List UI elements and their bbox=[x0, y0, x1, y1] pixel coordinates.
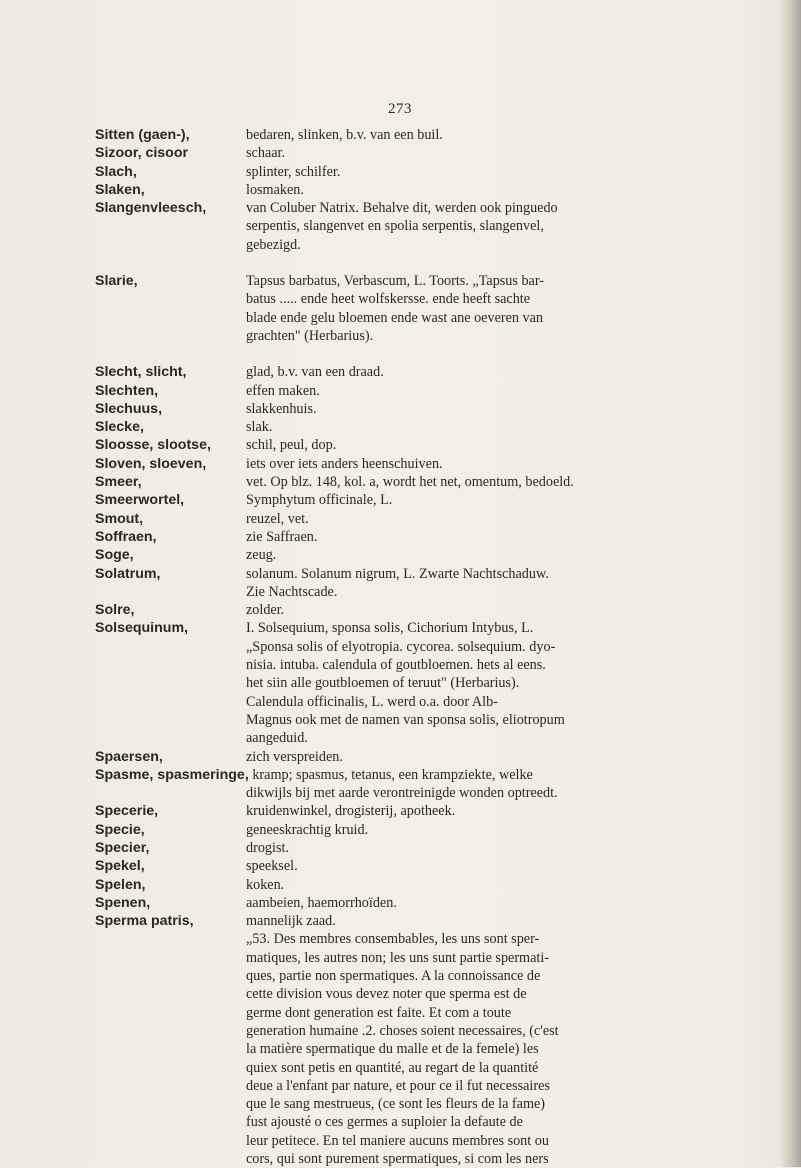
glossary-entry bbox=[95, 821, 735, 839]
entry-definition bbox=[246, 528, 735, 546]
entry-headword: Sperma patris, bbox=[95, 913, 194, 930]
entry-definition-line: solanum. Solanum nigrum, L. Zwarte Nachtschaduw. bbox=[246, 565, 549, 582]
entry-definition-line: „Sponsa solis of elyotropia. cycorea. solsequium. dyo- bbox=[246, 638, 556, 655]
entry-definition-line: zeug. bbox=[246, 547, 277, 564]
glossary-entry bbox=[95, 766, 735, 803]
glossary-entry bbox=[95, 126, 735, 144]
entry-definition-line: schaar. bbox=[246, 145, 285, 162]
glossary-entry bbox=[95, 455, 735, 473]
entry-definition-line: reuzel, vet. bbox=[246, 510, 309, 527]
entry-headword: Spelen, bbox=[95, 876, 146, 893]
glossary-entry bbox=[95, 163, 735, 181]
entry-definition-line: slakkenhuis. bbox=[246, 400, 317, 417]
entry-definition-line: bedaren, slinken, b.v. van een buil. bbox=[246, 127, 443, 143]
entry-definition bbox=[246, 382, 735, 400]
glossary-entry bbox=[95, 894, 735, 912]
entry-definition bbox=[246, 748, 735, 766]
entry-headword: Slangenvleesch, bbox=[95, 200, 207, 217]
entry-definition-line: „53. Des membres consembables, les uns sont sper- bbox=[246, 931, 540, 948]
entry-definition-line: ques, partie non spermatiques. A la connoissance de bbox=[246, 968, 541, 985]
entry-definition bbox=[246, 418, 735, 436]
entry-headword: Solatrum, bbox=[95, 565, 161, 582]
entry-definition-line: Tapsus barbatus, Verbascum, L. Toorts. „Tapsus bar- bbox=[246, 273, 545, 290]
entry-definition-line: cette division vous devez noter que sperma est de bbox=[246, 986, 527, 1003]
entry-definition-line: Magnus ook met de namen van sponsa solis, eliotropum bbox=[246, 711, 565, 728]
entry-definition-line: mannelijk zaad. bbox=[246, 913, 336, 930]
page-gutter-shadow bbox=[779, 0, 801, 1167]
glossary-entry bbox=[95, 473, 735, 491]
entry-headword: Smeerwortel, bbox=[95, 492, 185, 509]
entry-definition bbox=[246, 839, 735, 857]
entry-headword: Smeer, bbox=[95, 474, 142, 491]
entry-definition bbox=[246, 546, 735, 564]
entry-headword: Slarie, bbox=[95, 273, 138, 290]
entry-definition bbox=[246, 272, 735, 345]
entry-headword: Solsequinum, bbox=[95, 620, 189, 637]
entry-definition-line: matiques, les autres non; les uns sunt partie spermati- bbox=[246, 949, 549, 966]
entry-definition-line: germe dont generation est faite. Et com a toute bbox=[246, 1004, 512, 1021]
entry-headword: Smout, bbox=[95, 510, 144, 527]
entry-definition-line: slak. bbox=[246, 419, 273, 436]
entry-definition-line: iets over iets anders heenschuiven. bbox=[246, 455, 443, 472]
page-number: 273 bbox=[388, 101, 412, 117]
entry-headword: Slechuus, bbox=[95, 400, 163, 417]
glossary-entry bbox=[95, 565, 735, 602]
entry-definition-line: gebezigd. bbox=[246, 236, 301, 253]
entry-headword: Specerie, bbox=[95, 803, 159, 820]
entry-headword: Specie, bbox=[95, 821, 145, 838]
entry-definition-line: fust ajousté o ces germes a suploier la defaute de bbox=[246, 1114, 523, 1131]
glossary-entry bbox=[95, 181, 735, 199]
entry-headword: Solre, bbox=[95, 602, 135, 619]
entry-headword: Specier, bbox=[95, 839, 150, 856]
entry-headword: Slach, bbox=[95, 163, 137, 180]
glossary-entry bbox=[95, 619, 735, 747]
entry-headword: Sloven, sloeven, bbox=[95, 455, 207, 472]
entry-definition bbox=[246, 181, 735, 199]
entry-definition-line: glad, b.v. van een draad. bbox=[246, 364, 384, 381]
glossary-entry bbox=[95, 436, 735, 454]
glossary-entry bbox=[95, 748, 735, 766]
glossary-entry bbox=[95, 839, 735, 857]
entry-definition-line: I. Solsequium, sponsa solis, Cichorium Intybus, L. bbox=[246, 620, 534, 637]
entry-definition bbox=[246, 565, 735, 602]
entry-definition-line: aambeien, haemorrhoïden. bbox=[246, 894, 397, 911]
glossary-entry bbox=[95, 491, 735, 509]
entry-headword: Slecke, bbox=[95, 419, 144, 436]
entry-definition-line: batus ..... ende heet wolfskersse. ende heeft sachte bbox=[246, 291, 531, 308]
glossary-entry bbox=[95, 382, 735, 400]
entry-definition bbox=[246, 619, 735, 747]
glossary-entry bbox=[95, 418, 735, 436]
entry-definition bbox=[246, 491, 735, 509]
entry-definition-line: generation humaine .2. choses soient necessaires, (c'est bbox=[246, 1022, 559, 1039]
glossary-entry bbox=[95, 876, 735, 894]
entry-definition bbox=[246, 821, 735, 839]
entry-definition bbox=[246, 601, 735, 619]
entry-definition bbox=[246, 436, 735, 454]
entry-definition-line: splinter, schilfer. bbox=[246, 163, 341, 180]
entry-definition-line: kruidenwinkel, drogisterij, apotheek. bbox=[246, 803, 456, 820]
entry-headword: Sloosse, slootse, bbox=[95, 437, 211, 454]
glossary-entry bbox=[95, 802, 735, 820]
glossary-entry bbox=[95, 601, 735, 619]
entry-definition bbox=[246, 912, 735, 1168]
entry-headword: Spaersen, bbox=[95, 748, 163, 765]
entry-definition-line: kramp; spasmus, tetanus, een krampziekte, welke bbox=[252, 766, 533, 783]
entry-definition-line: losmaken. bbox=[246, 181, 304, 198]
glossary-entry bbox=[95, 144, 735, 162]
entry-definition bbox=[246, 126, 735, 144]
glossary-entry bbox=[95, 528, 735, 546]
entry-definition-line: deue a l'enfant par nature, et pour ce il fut necessaires bbox=[246, 1077, 550, 1094]
entry-definition-line: drogist. bbox=[246, 839, 289, 856]
entry-definition-line: quiex sont petis en quantité, au regart de la quantité bbox=[246, 1059, 539, 1076]
entry-definition bbox=[246, 455, 735, 473]
entry-headword: Sitten (gaen-), bbox=[95, 127, 190, 143]
entry-definition-line: blade ende gelu bloemen ende wast ane oeveren van bbox=[246, 309, 544, 326]
entry-definition-line: aangeduid. bbox=[246, 730, 308, 747]
entry-headword: Spenen, bbox=[95, 894, 151, 911]
entry-definition bbox=[246, 400, 735, 418]
entry-definition-line: la matière spermatique du malle et de la femele) les bbox=[246, 1041, 539, 1058]
entry-definition-line: Symphytum officinale, L. bbox=[246, 492, 393, 509]
entry-definition-line: serpentis, slangenvet en spolia serpentis, slangenvel, bbox=[246, 218, 544, 235]
entry-definition-line: koken. bbox=[246, 876, 285, 893]
entry-definition-line: nisia. intuba. calendula of goutbloemen. hets al eens. bbox=[246, 657, 546, 674]
entry-definition bbox=[246, 363, 735, 381]
entry-definition-line: dikwijls bij met aarde verontreinigde wonden optreedt. bbox=[246, 785, 558, 802]
entry-definition-line: vet. Op blz. 148, kol. a, wordt het net, omentum, bedoeld. bbox=[246, 474, 574, 491]
entry-definition-line: zich verspreiden. bbox=[246, 748, 343, 765]
entry-definition-line: van Coluber Natrix. Behalve dit, werden ook pinguedo bbox=[246, 200, 558, 217]
glossary-entry bbox=[95, 912, 735, 1168]
entry-definition-line: Calendula officinalis, L. werd o.a. door Alb- bbox=[246, 693, 498, 710]
entry-definition bbox=[246, 802, 735, 820]
glossary-entry bbox=[95, 857, 735, 875]
entry-headword: Sizoor, cisoor bbox=[95, 145, 189, 162]
entry-headword: Spasme, spasmeringe, bbox=[95, 766, 249, 783]
glossary-entry bbox=[95, 400, 735, 418]
entry-definition-line: schil, peul, dop. bbox=[246, 437, 337, 454]
entry-headword: Soffraen, bbox=[95, 528, 157, 545]
entry-definition bbox=[246, 510, 735, 528]
glossary-entry bbox=[95, 199, 735, 254]
entry-headword: Slecht, slicht, bbox=[95, 364, 187, 381]
entry-definition bbox=[246, 876, 735, 894]
entry-definition-line: grachten" (Herbarius). bbox=[246, 327, 374, 344]
entry-definition-line: speeksel. bbox=[246, 858, 298, 875]
glossary-entry bbox=[95, 546, 735, 564]
entry-definition-line: Zie Nachtscade. bbox=[246, 583, 338, 600]
entry-headword: Slechten, bbox=[95, 382, 159, 399]
entry-definition-line: cors, qui sont purement spermatiques, si com les ners bbox=[246, 1151, 549, 1168]
entry-headword: Soge, bbox=[95, 547, 134, 564]
entry-definition-line: het siin alle goutbloemen of teruut" (Herbarius). bbox=[246, 675, 520, 692]
entry-definition-line: effen maken. bbox=[246, 382, 320, 399]
entry-definition bbox=[246, 163, 735, 181]
entry-definition-line: zie Saffraen. bbox=[246, 528, 318, 545]
glossary-entries bbox=[95, 126, 735, 1168]
entry-headword: Slaken, bbox=[95, 181, 145, 198]
entry-definition bbox=[246, 473, 735, 491]
entry-definition-line: geneeskrachtig kruid. bbox=[246, 821, 369, 838]
entry-headword: Spekel, bbox=[95, 858, 145, 875]
entry-definition-line: zolder. bbox=[246, 602, 285, 619]
glossary-entry bbox=[95, 272, 735, 345]
entry-definition-line: leur petitece. En tel maniere aucuns membres sont ou bbox=[246, 1132, 549, 1149]
entry-definition bbox=[246, 857, 735, 875]
glossary-entry bbox=[95, 510, 735, 528]
entry-definition-line: que le sang mestrueus, (ce sont les fleurs de la fame) bbox=[246, 1096, 546, 1113]
entry-definition bbox=[246, 894, 735, 912]
entry-definition bbox=[246, 144, 735, 162]
glossary-entry bbox=[95, 363, 735, 381]
entry-definition bbox=[246, 199, 735, 254]
